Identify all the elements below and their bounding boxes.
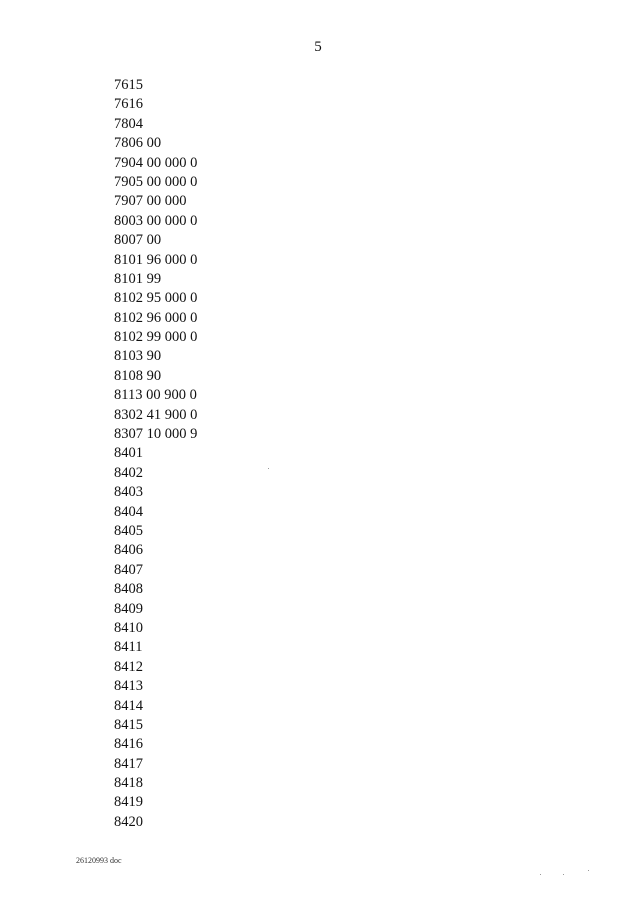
code-line: 8101 96 000 0: [114, 251, 198, 268]
code-line: 8302 41 900 0: [114, 406, 198, 423]
code-line: 7806 00: [114, 135, 162, 152]
code-line: 7615: [114, 77, 143, 93]
scan-speck: [588, 870, 589, 871]
code-line: 8420: [114, 813, 143, 830]
document-reference: 26120993 doc: [76, 856, 122, 865]
code-line: 8102 96 000 0: [114, 309, 198, 326]
tariff-code-list: [114, 76, 197, 832]
code-line: 8405: [114, 522, 143, 539]
scan-speck: [563, 874, 564, 875]
code-line: 8007 00: [114, 232, 162, 249]
code-line: 8412: [114, 658, 143, 675]
code-line: 8404: [114, 503, 143, 520]
code-line: 8418: [114, 775, 143, 792]
code-line: 7804: [114, 115, 143, 132]
code-line: 8402: [114, 464, 143, 481]
code-line: 7907 00 000: [114, 193, 187, 210]
code-line: 8411: [114, 639, 143, 656]
code-line: 8108 90: [114, 367, 162, 384]
code-line: 7904 00 000 0: [114, 154, 198, 171]
code-line: 7616: [114, 96, 143, 113]
code-line: 8413: [114, 678, 143, 695]
code-line: 8419: [114, 794, 143, 811]
code-line: 7905 00 000 0: [114, 173, 198, 190]
page-number: 5: [314, 39, 322, 55]
code-line: 8113 00 900 0: [114, 387, 197, 404]
code-line: 8417: [114, 755, 143, 772]
code-line: 8415: [114, 716, 143, 733]
code-line: 8409: [114, 600, 143, 617]
code-line: 8307 10 000 9: [114, 426, 198, 443]
code-line: 8401: [114, 445, 143, 462]
code-line: 8414: [114, 697, 143, 714]
code-line: 8102 99 000 0: [114, 329, 198, 346]
code-line: 8410: [114, 619, 143, 636]
code-line: 8408: [114, 581, 143, 598]
code-line: 8003 00 000 0: [114, 212, 198, 229]
scan-speck: [540, 874, 541, 875]
code-line: 8102 95 000 0: [114, 290, 198, 307]
code-line: 8101 99: [114, 270, 162, 287]
code-line: 8403: [114, 484, 143, 501]
code-line: 8416: [114, 736, 143, 753]
code-line: 8103 90: [114, 348, 162, 365]
code-line: 8407: [114, 561, 143, 578]
scan-speck: [268, 468, 269, 469]
code-line: 8406: [114, 542, 143, 559]
